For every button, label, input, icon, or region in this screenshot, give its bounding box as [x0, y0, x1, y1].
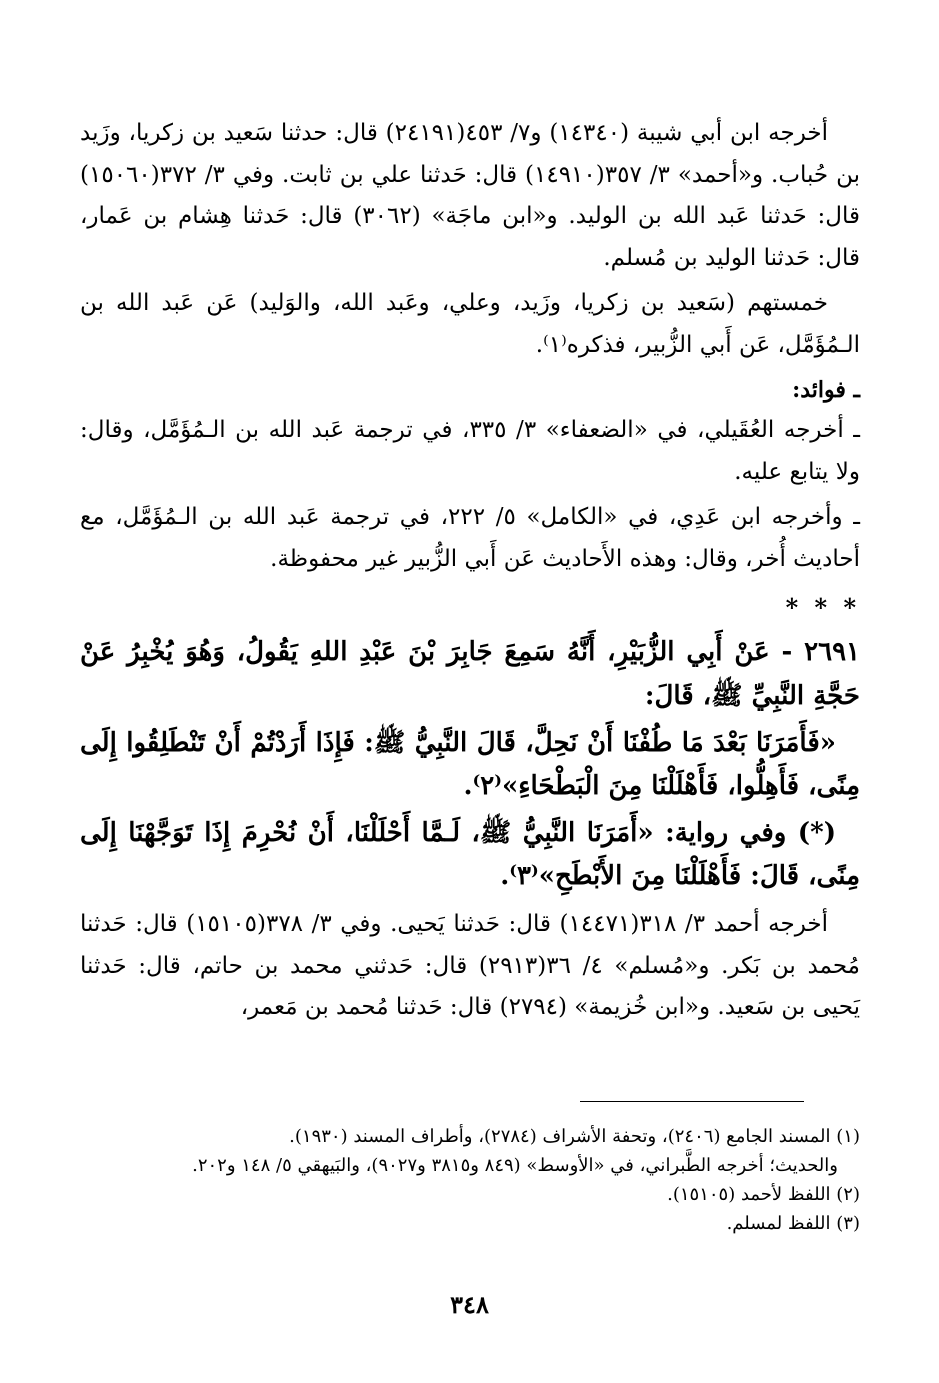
hadith-riwaya: (*) وفي رواية: «أَمَرَنَا النَّبِيُّ ﷺ، لَـمَّا أَحْلَلْنَا، أَنْ نُحْرِمَ إِذَا تَوَجَّهْنَا إِلَى مِنًى، قَالَ: فَأَهْلَلْنَا مِنَ الأَبْطَحِ»⁽٣⁾. — [80, 818, 860, 891]
footnotes — [80, 1122, 860, 1238]
hadith-text: «فَأَمَرَنَا بَعْدَ مَا طُفْنَا أَنْ نَحِلَّ، قَالَ النَّبِيُّ ﷺ: فَإِذَا أَرَدْتُمْ أَنْ تَنْطَلِقُوا إِلَى مِنًى، فَأَهِلُّوا، فَأَهْلَلْنَا مِنَ الْبَطْحَاءِ»⁽٢⁾. — [80, 728, 860, 801]
footnote-3: (٣) اللفظ لمسلم. — [726, 1213, 860, 1234]
hadith-intro-text: عَنْ أَبِي الزُّبَيْرِ، أَنَّهُ سَمِعَ جَابِرَ بْنَ عَبْدِ اللهِ يَقُولُ، وَهُوَ يُخْبِرُ عَنْ حَجَّةِ النَّبِيِّ ﷺ، قَالَ: — [80, 637, 860, 711]
main-text — [80, 113, 860, 1029]
hadith-dash: - — [769, 637, 793, 667]
footnote-1: (١) المسند الجامع (٢٤٠٦)، وتحفة الأشراف (٢٧٨٤)، وأطراف المسند (١٩٣٠). — [289, 1126, 860, 1147]
summary-paragraph: خمستهم (سَعيد بن زكريا، وزَيد، وعلي، وعَبد الله، والوَليد) عَن عَبد الله بن الـمُؤَمَّل، عَن أَبي الزُّبير، فذكره⁽١⁾. — [80, 290, 860, 358]
takhrij-paragraph-1: أخرجه ابن أبي شيبة (١٤٣٤٠) و٧/ ٤٥٣(٢٤١٩١) قال: حدثنا سَعيد بن زكريا، وزَيد بن حُباب. و«أحمد» ٣/ ٣٥٧(١٤٩١٠) قال: حَدثنا علي بن ثابت. وفي ٣/ ٣٧٢(١٥٠٦٠) قال: حَدثنا عَبد الله بن الوليد. و«ابن ماجَة» (٣٠٦٢) قال: حَدثنا هِشام بن عَمار، قال: حَدثنا الوليد بن مُسلم. — [80, 120, 861, 271]
fawaid-heading: ـ فوائد: — [792, 377, 860, 403]
footnote-divider — [580, 1101, 804, 1102]
fawaid-item-2: ـ وأخرجه ابن عَدِي، في «الكامل» ٥/ ٢٢٢، في ترجمة عَبد الله بن الـمُؤَمَّل، مع أحاديث أُخر، وقال: وهذه الأَحاديث عَن أَبي الزُّبير غير محفوظة. — [80, 504, 860, 572]
page-number: ٣٤٨ — [450, 1290, 489, 1319]
hadith-intro — [80, 630, 860, 718]
footnote-2: (٢) اللفظ لأحمد (١٥١٠٥). — [667, 1184, 860, 1205]
footnote-1-continued: والحديث؛ أخرجه الطَّبراني، في «الأوسط» (٨٤٩ و٣٨١٥ و٩٠٢٧)، والبَيهقي ٥/ ١٤٨ و٢٠٢. — [192, 1155, 838, 1176]
section-separator: * * * — [785, 593, 860, 622]
fawaid-item-1: ـ أخرجه العُقَيلي، في «الضعفاء» ٣/ ٣٣٥، في ترجمة عَبد الله بن الـمُؤَمَّل، وقال: ولا يتابع عليه. — [80, 417, 861, 485]
hadith-number: ٢٦٩١ — [804, 637, 861, 667]
takhrij-paragraph-2: أخرجه أحمد ٣/ ٣١٨(١٤٤٧١) قال: حَدثنا يَحيى. وفي ٣/ ٣٧٨(١٥١٠٥) قال: حَدثنا مُحمد بن بَكر. و«مُسلم» ٤/ ٣٦(٢٩١٣) قال: حَدثني محمد بن حاتم، قال: حَدثنا يَحيى بن سَعيد. و«ابن خُزيمة» (٢٧٩٤) قال: حَدثنا مُحمد بن مَعمر، — [80, 911, 860, 1020]
